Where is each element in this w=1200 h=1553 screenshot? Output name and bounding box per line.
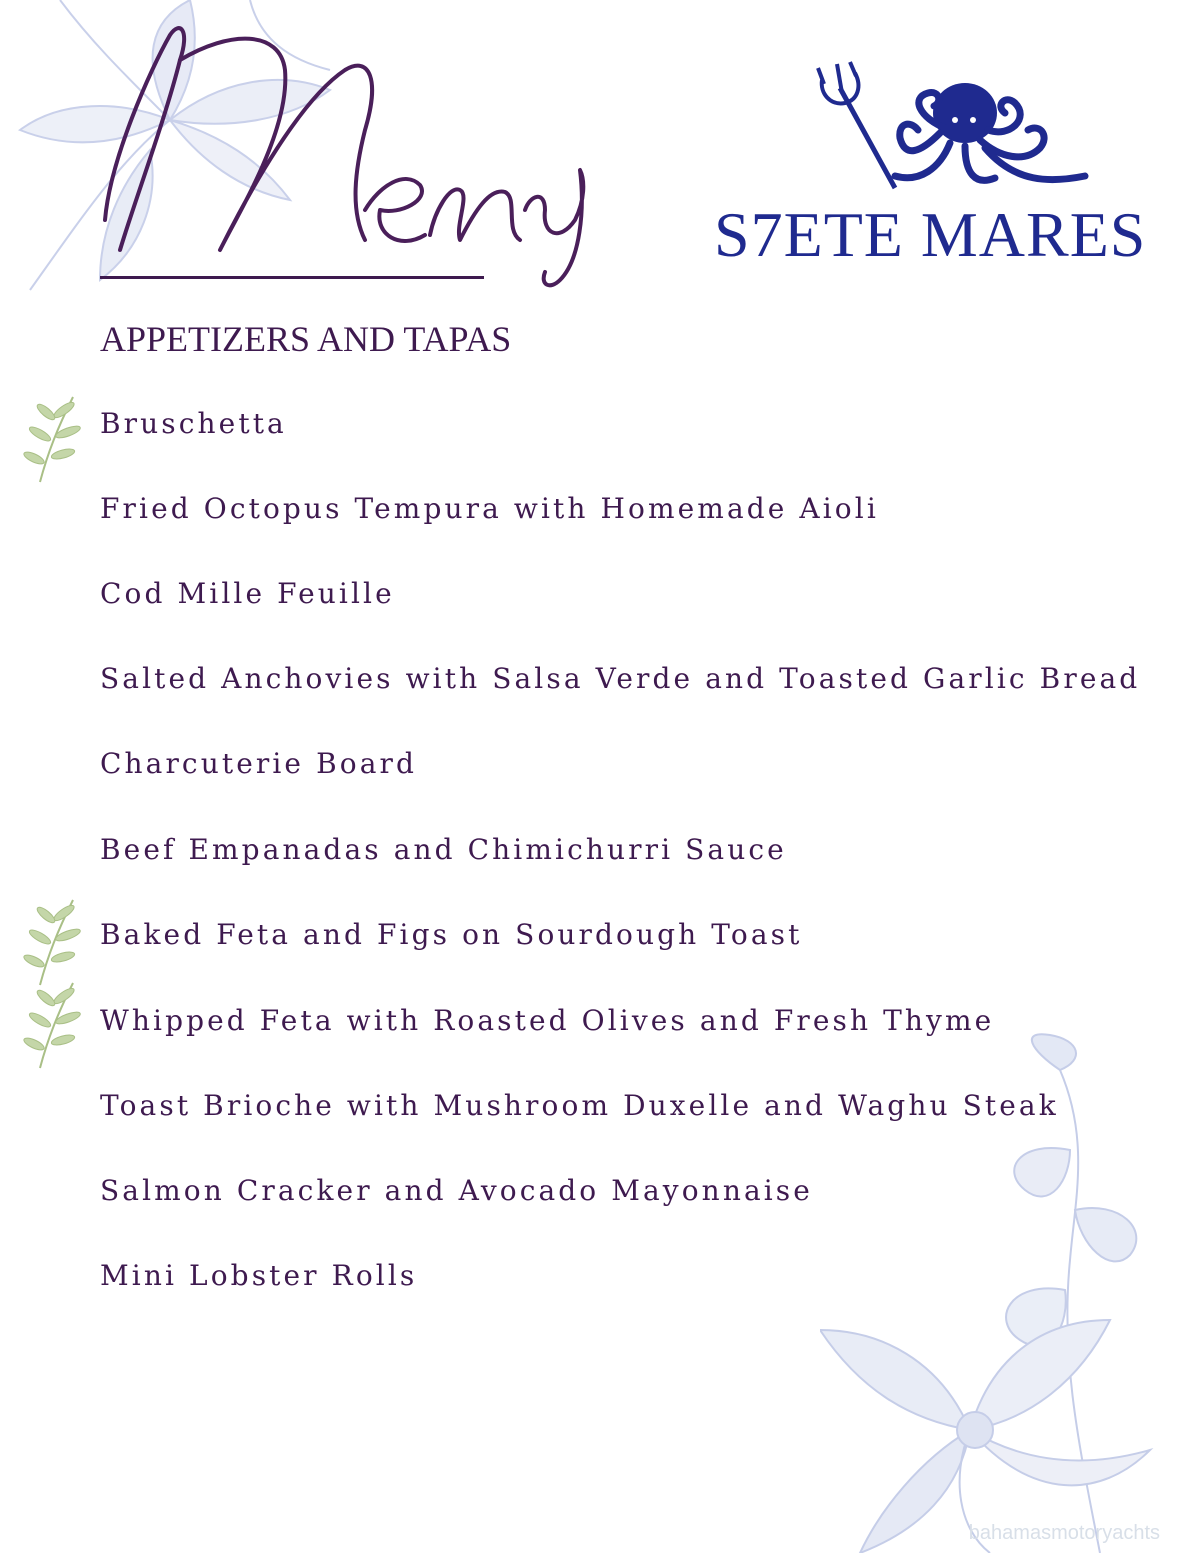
menu-item: Beef Empanadas and Chimichurri Sauce [100, 833, 787, 866]
menu-item: Salted Anchovies with Salsa Verde and Toasted Garlic Bread [100, 662, 1141, 695]
menu-item: Whipped Feta with Roasted Olives and Fresh Thyme [100, 1004, 995, 1037]
brand-name: S7ETE MARES [714, 199, 1147, 270]
menu-title-script [80, 10, 620, 300]
menu-item: Mini Lobster Rolls [100, 1259, 418, 1292]
octopus-trident-logo-icon [800, 58, 1090, 193]
leaf-sprig-icon [18, 392, 88, 484]
menu-item: Cod Mille Feuille [100, 577, 395, 610]
menu-item: Salmon Cracker and Avocado Mayonnaise [100, 1174, 813, 1207]
menu-item: Baked Feta and Figs on Sourdough Toast [100, 918, 803, 951]
menu-item: Charcuterie Board [100, 747, 418, 780]
leaf-sprig-icon [18, 978, 88, 1070]
section-heading: APPETIZERS AND TAPAS [100, 319, 512, 359]
watermark-text: bahamasmotoryachts [968, 1522, 1160, 1544]
menu-item: Bruschetta [100, 407, 287, 440]
menu-item: Toast Brioche with Mushroom Duxelle and Waghu Steak [100, 1089, 1059, 1122]
title-underline [100, 276, 484, 279]
brand-logo [700, 58, 1180, 278]
menu-item: Fried Octopus Tempura with Homemade Aioli [100, 492, 879, 525]
leaf-sprig-icon [18, 895, 88, 987]
